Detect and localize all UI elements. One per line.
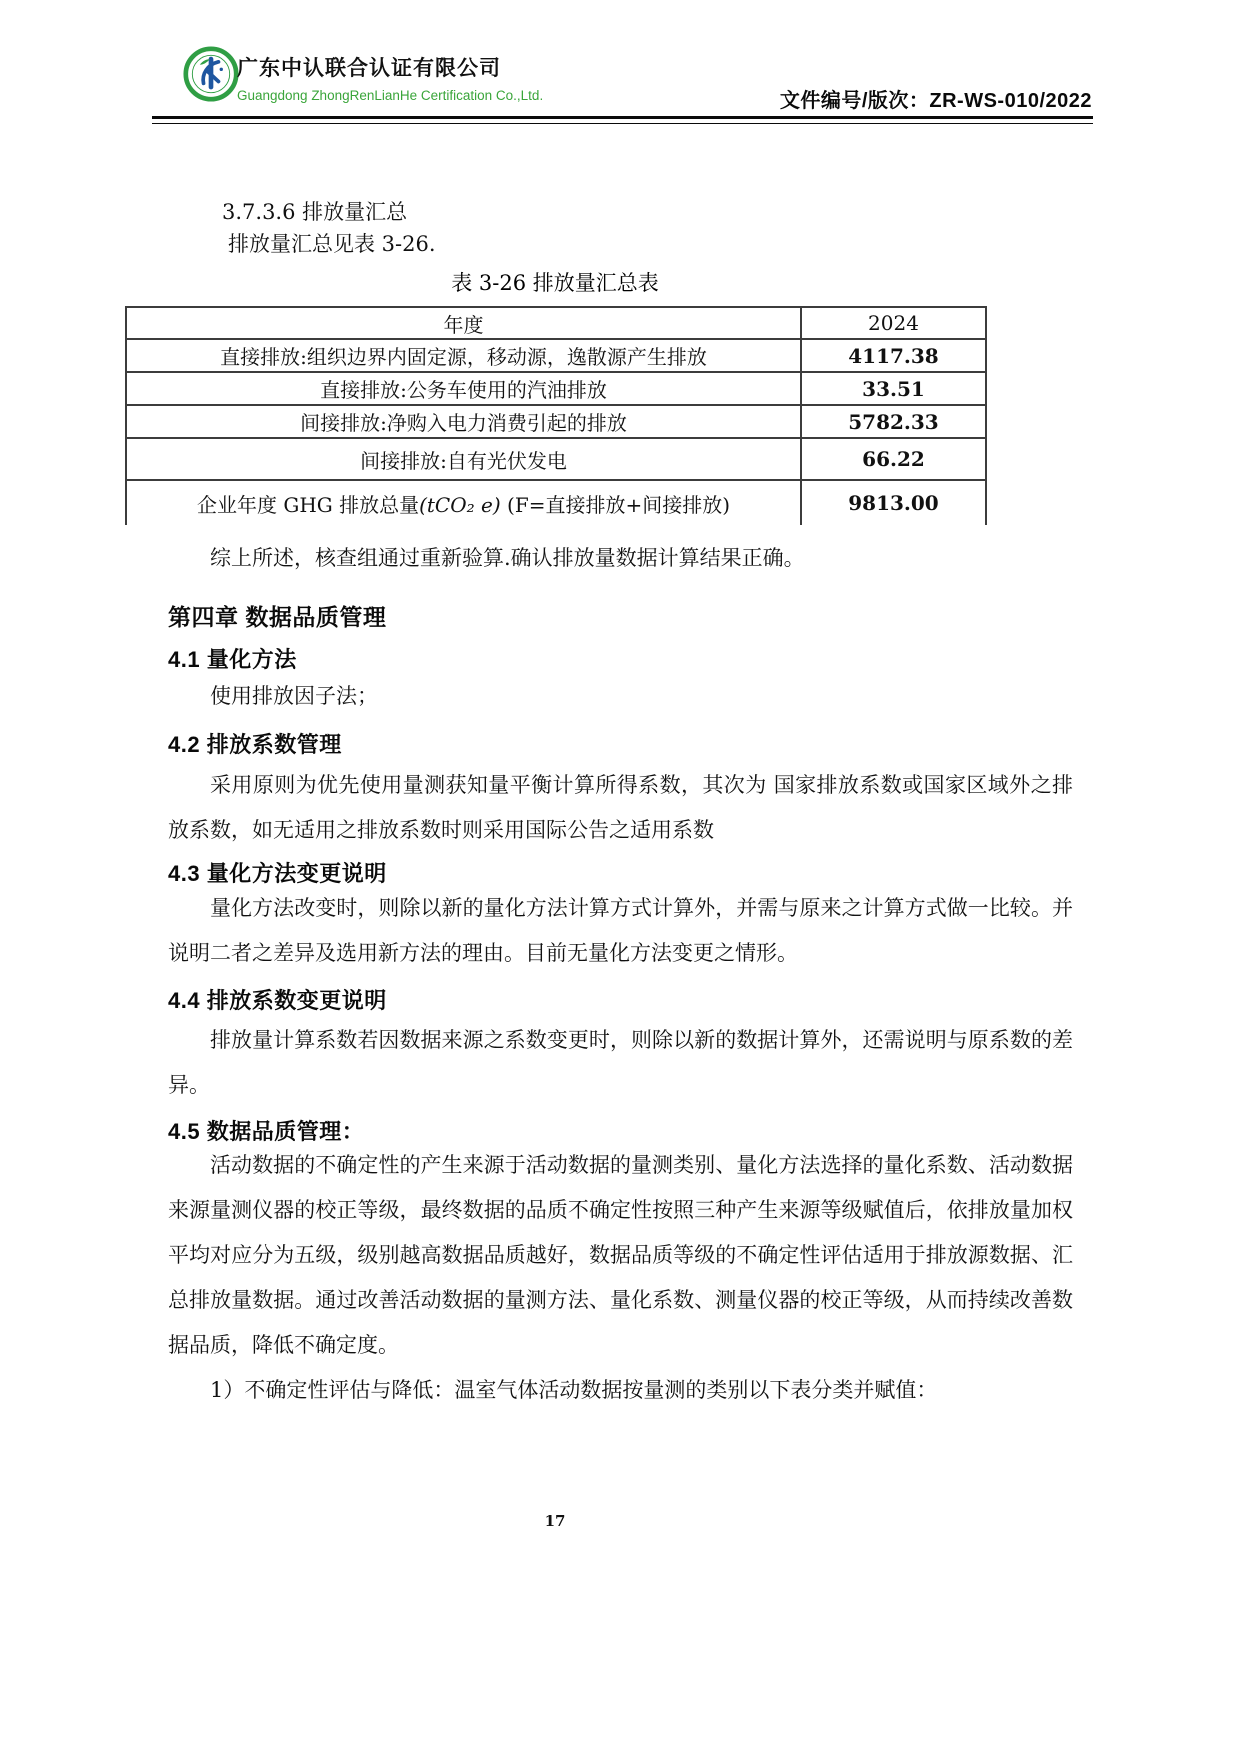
table-row xyxy=(126,339,986,372)
table-caption: 表 3-26 排放量汇总表 xyxy=(451,271,659,295)
section-number-title: 3.7.3.6 排放量汇总 xyxy=(222,200,408,224)
document-code: 文件编号/版次：ZR-WS-010/2022 xyxy=(779,90,1092,112)
section-4-2-title: 4.2 排放系数管理 xyxy=(168,732,342,757)
col-header-2024: 2024 xyxy=(801,307,986,339)
row-value: 66.22 xyxy=(801,438,986,480)
row-label: 间接排放:自有光伏发电 xyxy=(126,438,801,480)
section-4-3-paragraph: 量化方法改变时，则除以新的量化方法计算方式计算外，并需与原来之计算方式做一比较。并说明二者之差异及选用新方法的理由。目前无量化方法变更之情形。 xyxy=(168,896,1073,965)
table-row xyxy=(126,372,986,405)
row-label: 直接排放:组织边界内固定源，移动源，逸散源产生排放 xyxy=(126,339,801,372)
section-4-2-paragraph: 采用原则为优先使用量测获知量平衡计算所得系数，其次为 国家排放系数或国家区域外之排放系数，如无适用之排放系数时则采用国际公告之适用系数 xyxy=(168,773,1073,842)
section-4-3-title: 4.3 量化方法变更说明 xyxy=(168,861,387,886)
row-value: 33.51 xyxy=(801,372,986,405)
row-label: 直接排放:公务车使用的汽油排放 xyxy=(126,372,801,405)
table-header-row xyxy=(126,307,986,339)
emissions-summary-table-wrap xyxy=(125,306,985,525)
total-label-unit: (tCO₂ e) xyxy=(419,492,501,517)
section-4-5-paragraph: 活动数据的不确定性的产生来源于活动数据的量测类别、量化方法选择的量化系数、活动数据 来源量测仪器的校正等级，最终数据的品质不确定性按照三种产生来源等级赋值后，依排放量加权平均对应分为五级，级别越高数据品质越好，数据品质等级的不确定性评估适用于排放源数据、汇总排放量数据。通过改善活动数据的量测方法、量化系数、测量仪器的校正等级，从而持续改善数据品质，降低不确定度。 xyxy=(168,1153,1073,1357)
chapter-title: 第四章 数据品质管理 xyxy=(168,604,387,630)
row-label: 间接排放:净购入电力消费引起的排放 xyxy=(126,405,801,438)
section-4-4-title: 4.4 排放系数变更说明 xyxy=(168,988,387,1013)
section-intro: 排放量汇总见表 3-26. xyxy=(228,232,436,256)
conclusion-paragraph: 综上所述，核查组通过重新验算.确认排放量数据计算结果正确。 xyxy=(210,546,805,570)
total-label-suffix: (F=直接排放+间接排放) xyxy=(500,492,731,517)
header-rule xyxy=(152,116,1093,124)
section-4-4-paragraph: 排放量计算系数若因数据来源之系数变更时，则除以新的数据计算外，还需说明与原系数的差异。 xyxy=(168,1028,1073,1097)
total-row-label xyxy=(126,480,801,525)
col-header-year: 年度 xyxy=(126,307,801,339)
row-value: 5782.33 xyxy=(801,405,986,438)
emissions-summary-table xyxy=(125,306,987,525)
table-row xyxy=(126,405,986,438)
page-number: 17 xyxy=(544,1512,566,1530)
company-name-en: Guangdong ZhongRenLianHe Certification Co.,Ltd. xyxy=(237,88,544,103)
table-row xyxy=(126,438,986,480)
company-name-zh: 广东中认联合认证有限公司 xyxy=(237,57,501,80)
company-logo-icon xyxy=(183,46,239,102)
section-4-1-paragraph: 使用排放因子法； xyxy=(210,684,378,708)
total-row-value: 9813.00 xyxy=(801,480,986,525)
row-value: 4117.38 xyxy=(801,339,986,372)
section-4-5-list-item: 1）不确定性评估与降低：温室气体活动数据按量测的类别以下表分类并赋值： xyxy=(210,1378,938,1402)
company-identity xyxy=(237,52,543,103)
total-label-prefix: 企业年度 GHG 排放总量 xyxy=(196,492,420,517)
table-total-row xyxy=(126,480,986,525)
section-4-5-title: 4.5 数据品质管理： xyxy=(168,1119,365,1144)
section-4-1-title: 4.1 量化方法 xyxy=(168,647,297,672)
